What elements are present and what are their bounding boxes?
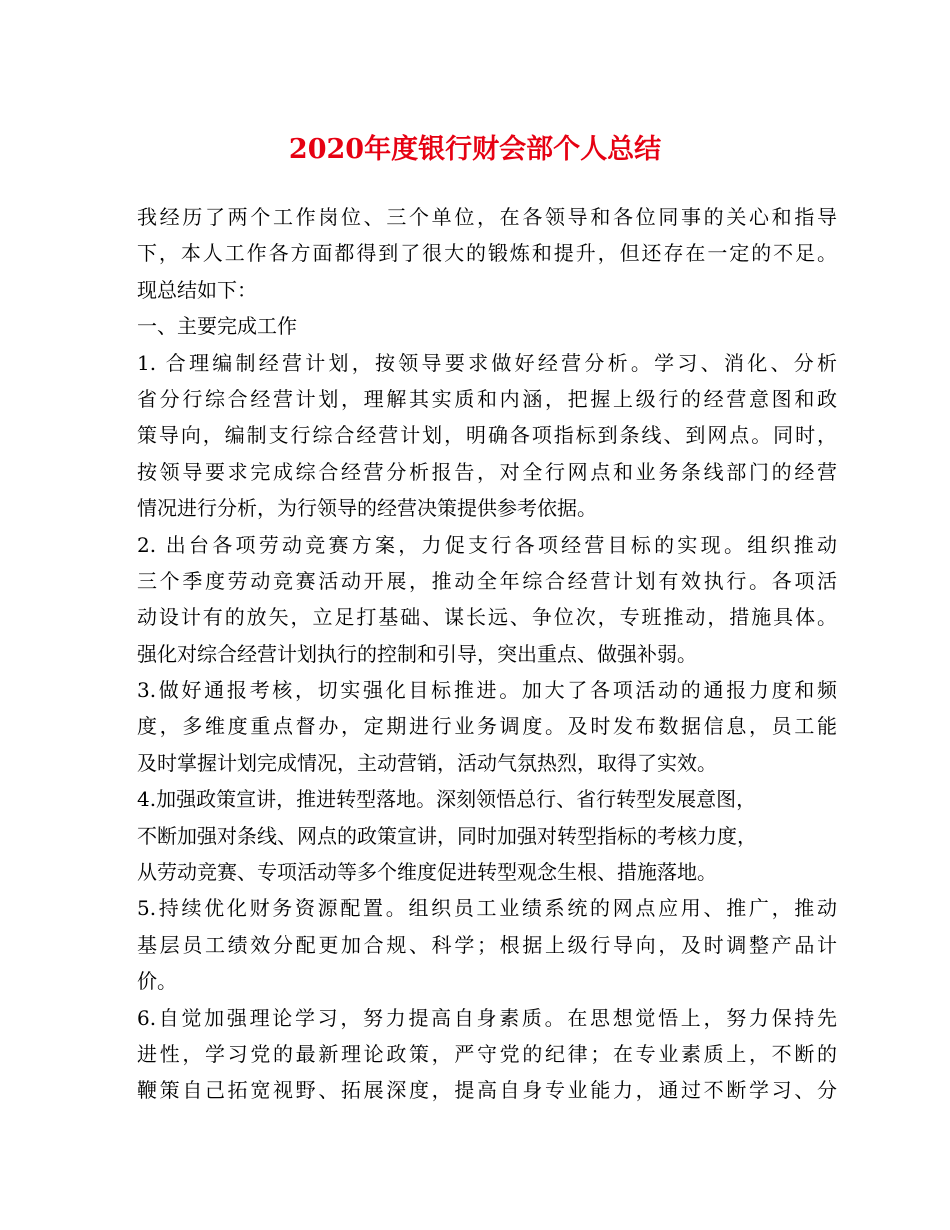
- paragraph-line: 按领导要求完成综合经营分析报告，对全行网点和业务条线部门的经营: [137, 459, 837, 484]
- paragraph-line: 一、主要完成工作: [137, 314, 297, 339]
- paragraph-line: 强化对综合经营计划执行的控制和引导，突出重点、做强补弱。: [137, 641, 697, 666]
- paragraph-line: 不断加强对条线、网点的政策宣讲，同时加强对转型指标的考核力度，: [137, 823, 757, 848]
- document-title: 2020年度银行财会部个人总结: [288, 134, 662, 165]
- paragraph-line: 情况进行分析，为行领导的经营决策提供参考依据。: [137, 496, 597, 521]
- paragraph-line: 省分行综合经营计划，理解其实质和内涵，把握上级行的经营意图和政: [137, 386, 837, 411]
- paragraph-line: 进性，学习党的最新理论政策，严守党的纪律；在专业素质上，不断的: [137, 1041, 837, 1066]
- paragraph-line: 策导向，编制支行综合经营计划，明确各项指标到条线、到网点。同时，: [137, 423, 837, 448]
- document-body: [137, 199, 837, 1109]
- paragraph-line: 价。: [137, 969, 177, 994]
- paragraph-line: 下，本人工作各方面都得到了很大的锻炼和提升，但还存在一定的不足。: [137, 241, 837, 266]
- paragraph-line: 度，多维度重点督办，定期进行业务调度。及时发布数据信息，员工能: [137, 714, 837, 739]
- paragraph-line: 及时掌握计划完成情况，主动营销，活动气氛热烈，取得了实效。: [137, 750, 717, 775]
- paragraph-line: 鞭策自己拓宽视野、拓展深度，提高自身专业能力，通过不断学习、分: [137, 1078, 837, 1103]
- paragraph-line: 现总结如下：: [137, 277, 257, 302]
- paragraph-line: 2. 出台各项劳动竞赛方案，力促支行各项经营目标的实现。组织推动: [137, 532, 837, 557]
- paragraph-line: 动设计有的放矢，立足打基础、谋长远、争位次，专班推动，措施具体。: [137, 605, 837, 630]
- paragraph-line: 1. 合理编制经营计划，按领导要求做好经营分析。学习、消化、分析: [137, 350, 837, 375]
- paragraph-line: 从劳动竞赛、专项活动等多个维度促进转型观念生根、措施落地。: [137, 860, 717, 885]
- paragraph-line: 4.加强政策宣讲，推进转型落地。深刻领悟总行、省行转型发展意图，: [137, 787, 757, 812]
- paragraph-line: 三个季度劳动竞赛活动开展，推动全年综合经营计划有效执行。各项活: [137, 568, 837, 593]
- paragraph-line: 我经历了两个工作岗位、三个单位，在各领导和各位同事的关心和指导: [137, 205, 837, 229]
- paragraph-line: 5.持续优化财务资源配置。组织员工业绩系统的网点应用、推广，推动: [137, 896, 837, 921]
- paragraph-line: 基层员工绩效分配更加合规、科学；根据上级行导向，及时调整产品计: [137, 932, 837, 957]
- paragraph-line: 6.自觉加强理论学习，努力提高自身素质。在思想觉悟上，努力保持先: [137, 1005, 837, 1030]
- paragraph-line: 3.做好通报考核，切实强化目标推进。加大了各项活动的通报力度和频: [137, 678, 837, 703]
